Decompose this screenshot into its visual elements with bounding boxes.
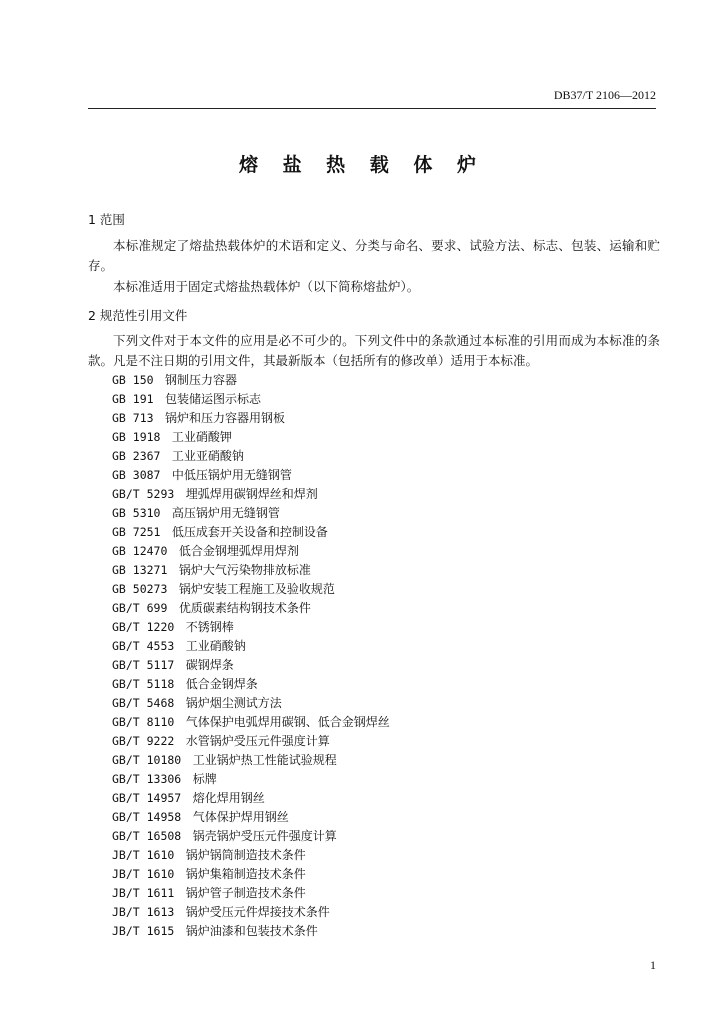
reference-item	[112, 637, 390, 656]
reference-code: GB 1918	[112, 430, 161, 444]
reference-title: 标牌	[192, 772, 217, 786]
reference-list	[112, 371, 390, 941]
reference-item	[112, 808, 390, 827]
reference-item	[112, 485, 390, 504]
reference-item	[112, 751, 390, 770]
reference-code: GB 3087	[112, 468, 161, 482]
reference-title: 锅炉管子制造技术条件	[185, 886, 306, 900]
reference-title: 中低压锅炉用无缝钢管	[171, 468, 292, 482]
reference-title: 锅炉油漆和包装技术条件	[185, 924, 318, 938]
reference-title: 工业硝酸钠	[185, 639, 246, 653]
reference-code: GB 50273	[112, 582, 168, 596]
reference-item	[112, 428, 390, 447]
reference-title: 低合金钢埋弧焊用焊剂	[178, 544, 299, 558]
reference-title: 锅炉和压力容器用钢板	[165, 411, 286, 425]
reference-title: 锅壳锅炉受压元件强度计算	[192, 829, 337, 843]
reference-code: JB/T 1615	[112, 924, 175, 938]
reference-code: GB/T 5118	[112, 677, 175, 691]
reference-code: GB/T 5468	[112, 696, 175, 710]
reference-code: JB/T 1610	[112, 848, 175, 862]
section-heading-scope: 1 范围	[88, 212, 125, 227]
reference-item	[112, 466, 390, 485]
scope-paragraph-1: 本标准规定了熔盐热载体炉的术语和定义、分类与命名、要求、试验方法、标志、包装、运输和贮存。	[88, 238, 660, 273]
reference-code: GB/T 4553	[112, 639, 175, 653]
reference-item	[112, 770, 390, 789]
reference-item	[112, 675, 390, 694]
reference-code: GB/T 9222	[112, 734, 175, 748]
scope-paragraph-2: 本标准适用于固定式熔盐热载体炉（以下简称熔盐炉）。	[113, 279, 420, 294]
reference-item	[112, 447, 390, 466]
reference-title: 钢制压力容器	[165, 373, 238, 387]
reference-code: GB/T 16508	[112, 829, 182, 843]
reference-item	[112, 865, 390, 884]
reference-title: 埋弧焊用碳钢焊丝和焊剂	[185, 487, 318, 501]
reference-item	[112, 599, 390, 618]
reference-code: GB/T 699	[112, 601, 168, 615]
reference-item	[112, 542, 390, 561]
reference-code: GB/T 8110	[112, 715, 175, 729]
reference-item	[112, 561, 390, 580]
reference-title: 不锈钢棒	[185, 620, 234, 634]
reference-item	[112, 884, 390, 903]
document-title: 熔 盐 热 载 体 炉	[238, 154, 486, 176]
reference-item	[112, 409, 390, 428]
reference-item	[112, 713, 390, 732]
document-number: DB37/T 2106—2012	[553, 88, 656, 102]
reference-code: JB/T 1610	[112, 867, 175, 881]
reference-title: 低压成套开关设备和控制设备	[171, 525, 328, 539]
page-number: 1	[650, 958, 656, 972]
reference-code: GB 13271	[112, 563, 168, 577]
reference-item	[112, 694, 390, 713]
reference-code: JB/T 1613	[112, 905, 175, 919]
reference-code: GB/T 5293	[112, 487, 175, 501]
reference-item	[112, 922, 390, 941]
reference-title: 包装储运图示标志	[165, 392, 262, 406]
reference-title: 水管锅炉受压元件强度计算	[185, 734, 330, 748]
reference-title: 工业亚硝酸钠	[171, 449, 244, 463]
reference-code: GB 12470	[112, 544, 168, 558]
reference-code: JB/T 1611	[112, 886, 175, 900]
reference-code: GB/T 14958	[112, 810, 182, 824]
reference-title: 锅炉大气污染物排放标准	[178, 563, 311, 577]
section-heading-references: 2 规范性引用文件	[88, 308, 188, 323]
reference-title: 锅炉安装工程施工及验收规范	[178, 582, 335, 596]
reference-title: 工业锅炉热工性能试验规程	[192, 753, 337, 767]
reference-title: 碳钢焊条	[185, 658, 234, 672]
reference-title: 锅炉集箱制造技术条件	[185, 867, 306, 881]
reference-item	[112, 827, 390, 846]
reference-code: GB/T 10180	[112, 753, 182, 767]
reference-item	[112, 656, 390, 675]
references-intro: 下列文件对于本文件的应用是必不可少的。下列文件中的条款通过本标准的引用而成为本标准的条款。凡是不注日期的引用文件，其最新版本（包括所有的修改单）适用于本标准。	[88, 333, 660, 368]
reference-code: GB/T 13306	[112, 772, 182, 786]
reference-item	[112, 732, 390, 751]
reference-title: 工业硝酸钾	[171, 430, 232, 444]
reference-item	[112, 789, 390, 808]
reference-code: GB 191	[112, 392, 154, 406]
header-rule	[88, 108, 656, 109]
reference-item	[112, 903, 390, 922]
reference-title: 气体保护焊用钢丝	[192, 810, 289, 824]
reference-code: GB 2367	[112, 449, 161, 463]
reference-item	[112, 390, 390, 409]
reference-title: 锅炉锅筒制造技术条件	[185, 848, 306, 862]
reference-item	[112, 371, 390, 390]
reference-title: 锅炉烟尘测试方法	[185, 696, 282, 710]
reference-title: 熔化焊用钢丝	[192, 791, 265, 805]
reference-item	[112, 618, 390, 637]
reference-title: 高压锅炉用无缝钢管	[171, 506, 280, 520]
reference-code: GB/T 5117	[112, 658, 175, 672]
reference-code: GB 713	[112, 411, 154, 425]
reference-title: 锅炉受压元件焊接技术条件	[185, 905, 330, 919]
reference-code: GB 5310	[112, 506, 161, 520]
reference-item	[112, 580, 390, 599]
reference-item	[112, 846, 390, 865]
reference-code: GB/T 14957	[112, 791, 182, 805]
reference-title: 气体保护电弧焊用碳钢、低合金钢焊丝	[185, 715, 390, 729]
reference-code: GB/T 1220	[112, 620, 175, 634]
reference-code: GB 7251	[112, 525, 161, 539]
reference-title: 低合金钢焊条	[185, 677, 258, 691]
reference-title: 优质碳素结构钢技术条件	[178, 601, 311, 615]
reference-code: GB 150	[112, 373, 154, 387]
reference-item	[112, 523, 390, 542]
reference-item	[112, 504, 390, 523]
